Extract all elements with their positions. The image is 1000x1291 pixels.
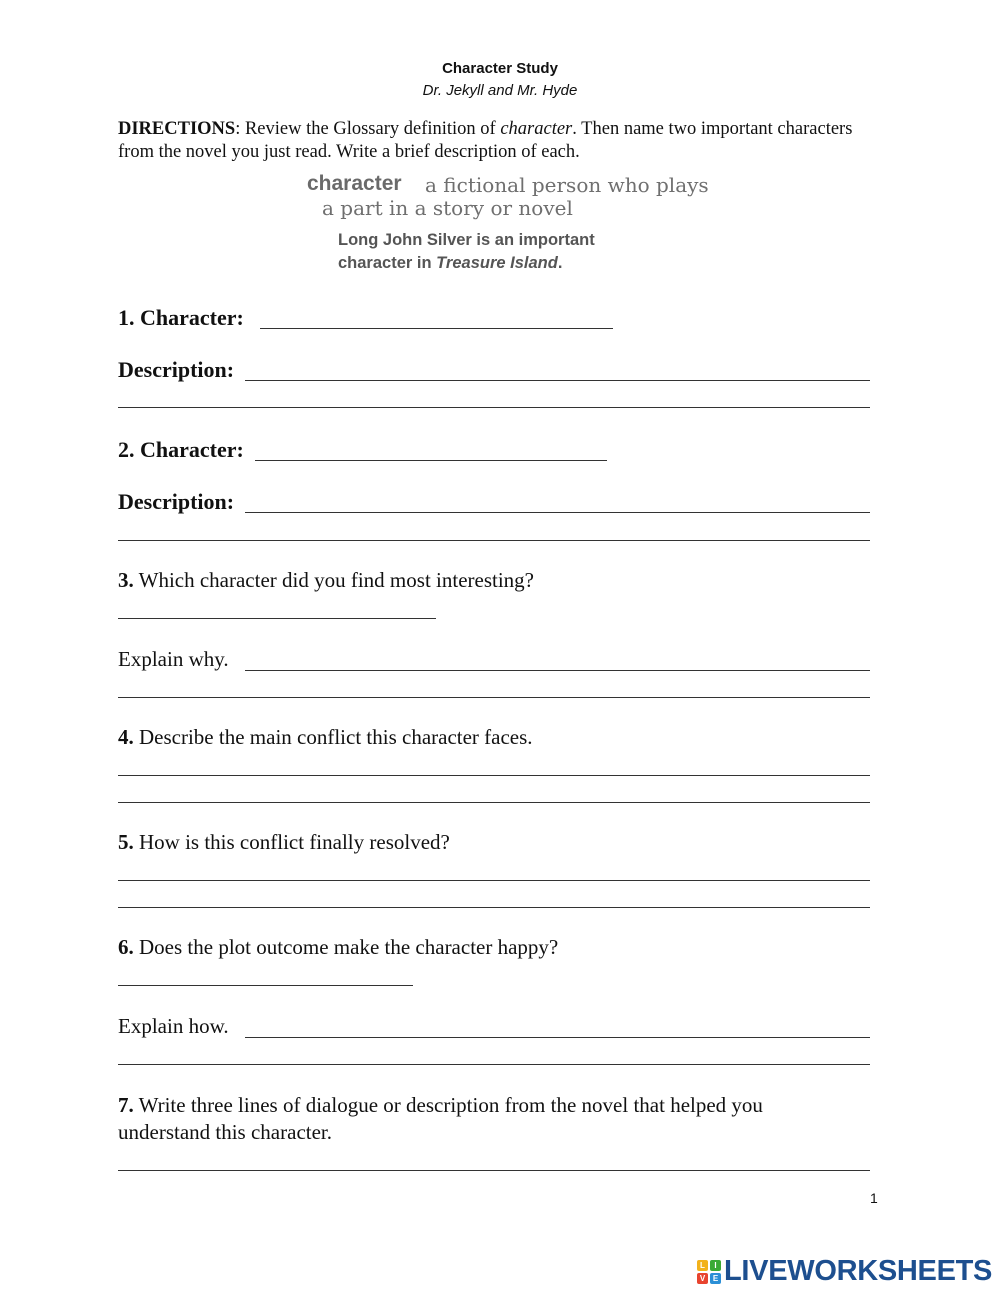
q7-prompt-line2: understand this character. <box>118 1120 332 1144</box>
glossary-example-title: Treasure Island <box>436 254 558 272</box>
glossary-definition-line1: a fictional person who plays <box>425 173 709 197</box>
q4-answer-line-1[interactable] <box>118 775 870 776</box>
q1-description-label: Description: <box>118 357 235 382</box>
q3-explain-answer-line-2[interactable] <box>118 697 870 698</box>
logo-block-v: V <box>697 1273 708 1284</box>
directions-text-part2: . Then name two important characters from the novel you just read. Write a brief description of each. <box>118 119 853 162</box>
q2-description-answer-line-2[interactable] <box>118 540 870 541</box>
q6-number: 6. <box>118 935 134 959</box>
q3-prompt <box>118 568 534 593</box>
q3-explain-answer-line-1[interactable] <box>245 670 870 671</box>
q1-description-answer-line-1[interactable] <box>245 380 870 381</box>
glossary-word: character <box>307 172 402 195</box>
glossary-example-line1: Long John Silver is an important <box>338 231 595 249</box>
logo-block-i: I <box>710 1260 721 1271</box>
q6-text: Does the plot outcome make the character happy? <box>133 935 559 959</box>
q5-number: 5. <box>118 830 134 854</box>
q4-prompt <box>118 725 533 750</box>
glossary-example-suffix: . <box>557 254 563 272</box>
q5-prompt <box>118 830 450 855</box>
worksheet-title: Character Study <box>442 60 558 77</box>
liveworksheets-logo <box>697 1255 992 1288</box>
q1-description-answer-line-2[interactable] <box>118 407 870 408</box>
q5-answer-line-1[interactable] <box>118 880 870 881</box>
directions-label: DIRECTIONS <box>118 119 236 139</box>
q6-prompt <box>118 935 558 960</box>
q3-text: Which character did you find most interesting? <box>133 568 534 592</box>
q3-explain-label: Explain why. <box>118 647 229 671</box>
q5-text: How is this conflict finally resolved? <box>133 830 450 854</box>
q7-text-line1: Write three lines of dialogue or description from the novel that helped you <box>133 1093 763 1117</box>
q1-character-answer-line[interactable] <box>260 328 613 329</box>
q6-explain-answer-line-1[interactable] <box>245 1037 870 1038</box>
logo-block-l: L <box>697 1260 708 1271</box>
directions-italic-word: character <box>500 119 573 139</box>
glossary-example-line2 <box>338 254 562 273</box>
q7-number: 7. <box>118 1093 134 1117</box>
q6-explain-label: Explain how. <box>118 1014 229 1038</box>
q1-character-label: 1. Character: <box>118 305 244 330</box>
logo-icon <box>697 1260 721 1284</box>
glossary-definition-line2: a part in a story or novel <box>322 196 573 220</box>
q2-character-answer-line[interactable] <box>255 460 607 461</box>
q3-number: 3. <box>118 568 134 592</box>
q2-description-label: Description: <box>118 489 235 514</box>
q3-answer-line[interactable] <box>118 618 436 619</box>
q7-prompt-line1 <box>118 1093 763 1118</box>
q4-answer-line-2[interactable] <box>118 802 870 803</box>
q4-text: Describe the main conflict this character faces. <box>133 725 533 749</box>
q6-explain-answer-line-2[interactable] <box>118 1064 870 1065</box>
glossary-example-prefix: character in <box>338 254 437 272</box>
q2-character-label: 2. Character: <box>118 437 244 462</box>
q6-answer-line[interactable] <box>118 985 413 986</box>
q4-number: 4. <box>118 725 134 749</box>
q2-description-answer-line-1[interactable] <box>245 512 870 513</box>
page-number: 1 <box>870 1190 878 1206</box>
logo-wordmark: LIVEWORKSHEETS <box>724 1255 993 1287</box>
logo-block-e: E <box>710 1273 721 1284</box>
worksheet-subtitle: Dr. Jekyll and Mr. Hyde <box>422 82 578 99</box>
q7-answer-line-1[interactable] <box>118 1170 870 1171</box>
q5-answer-line-2[interactable] <box>118 907 870 908</box>
directions-text-part1: : Review the Glossary definition of <box>235 119 501 139</box>
directions-paragraph <box>118 118 878 164</box>
